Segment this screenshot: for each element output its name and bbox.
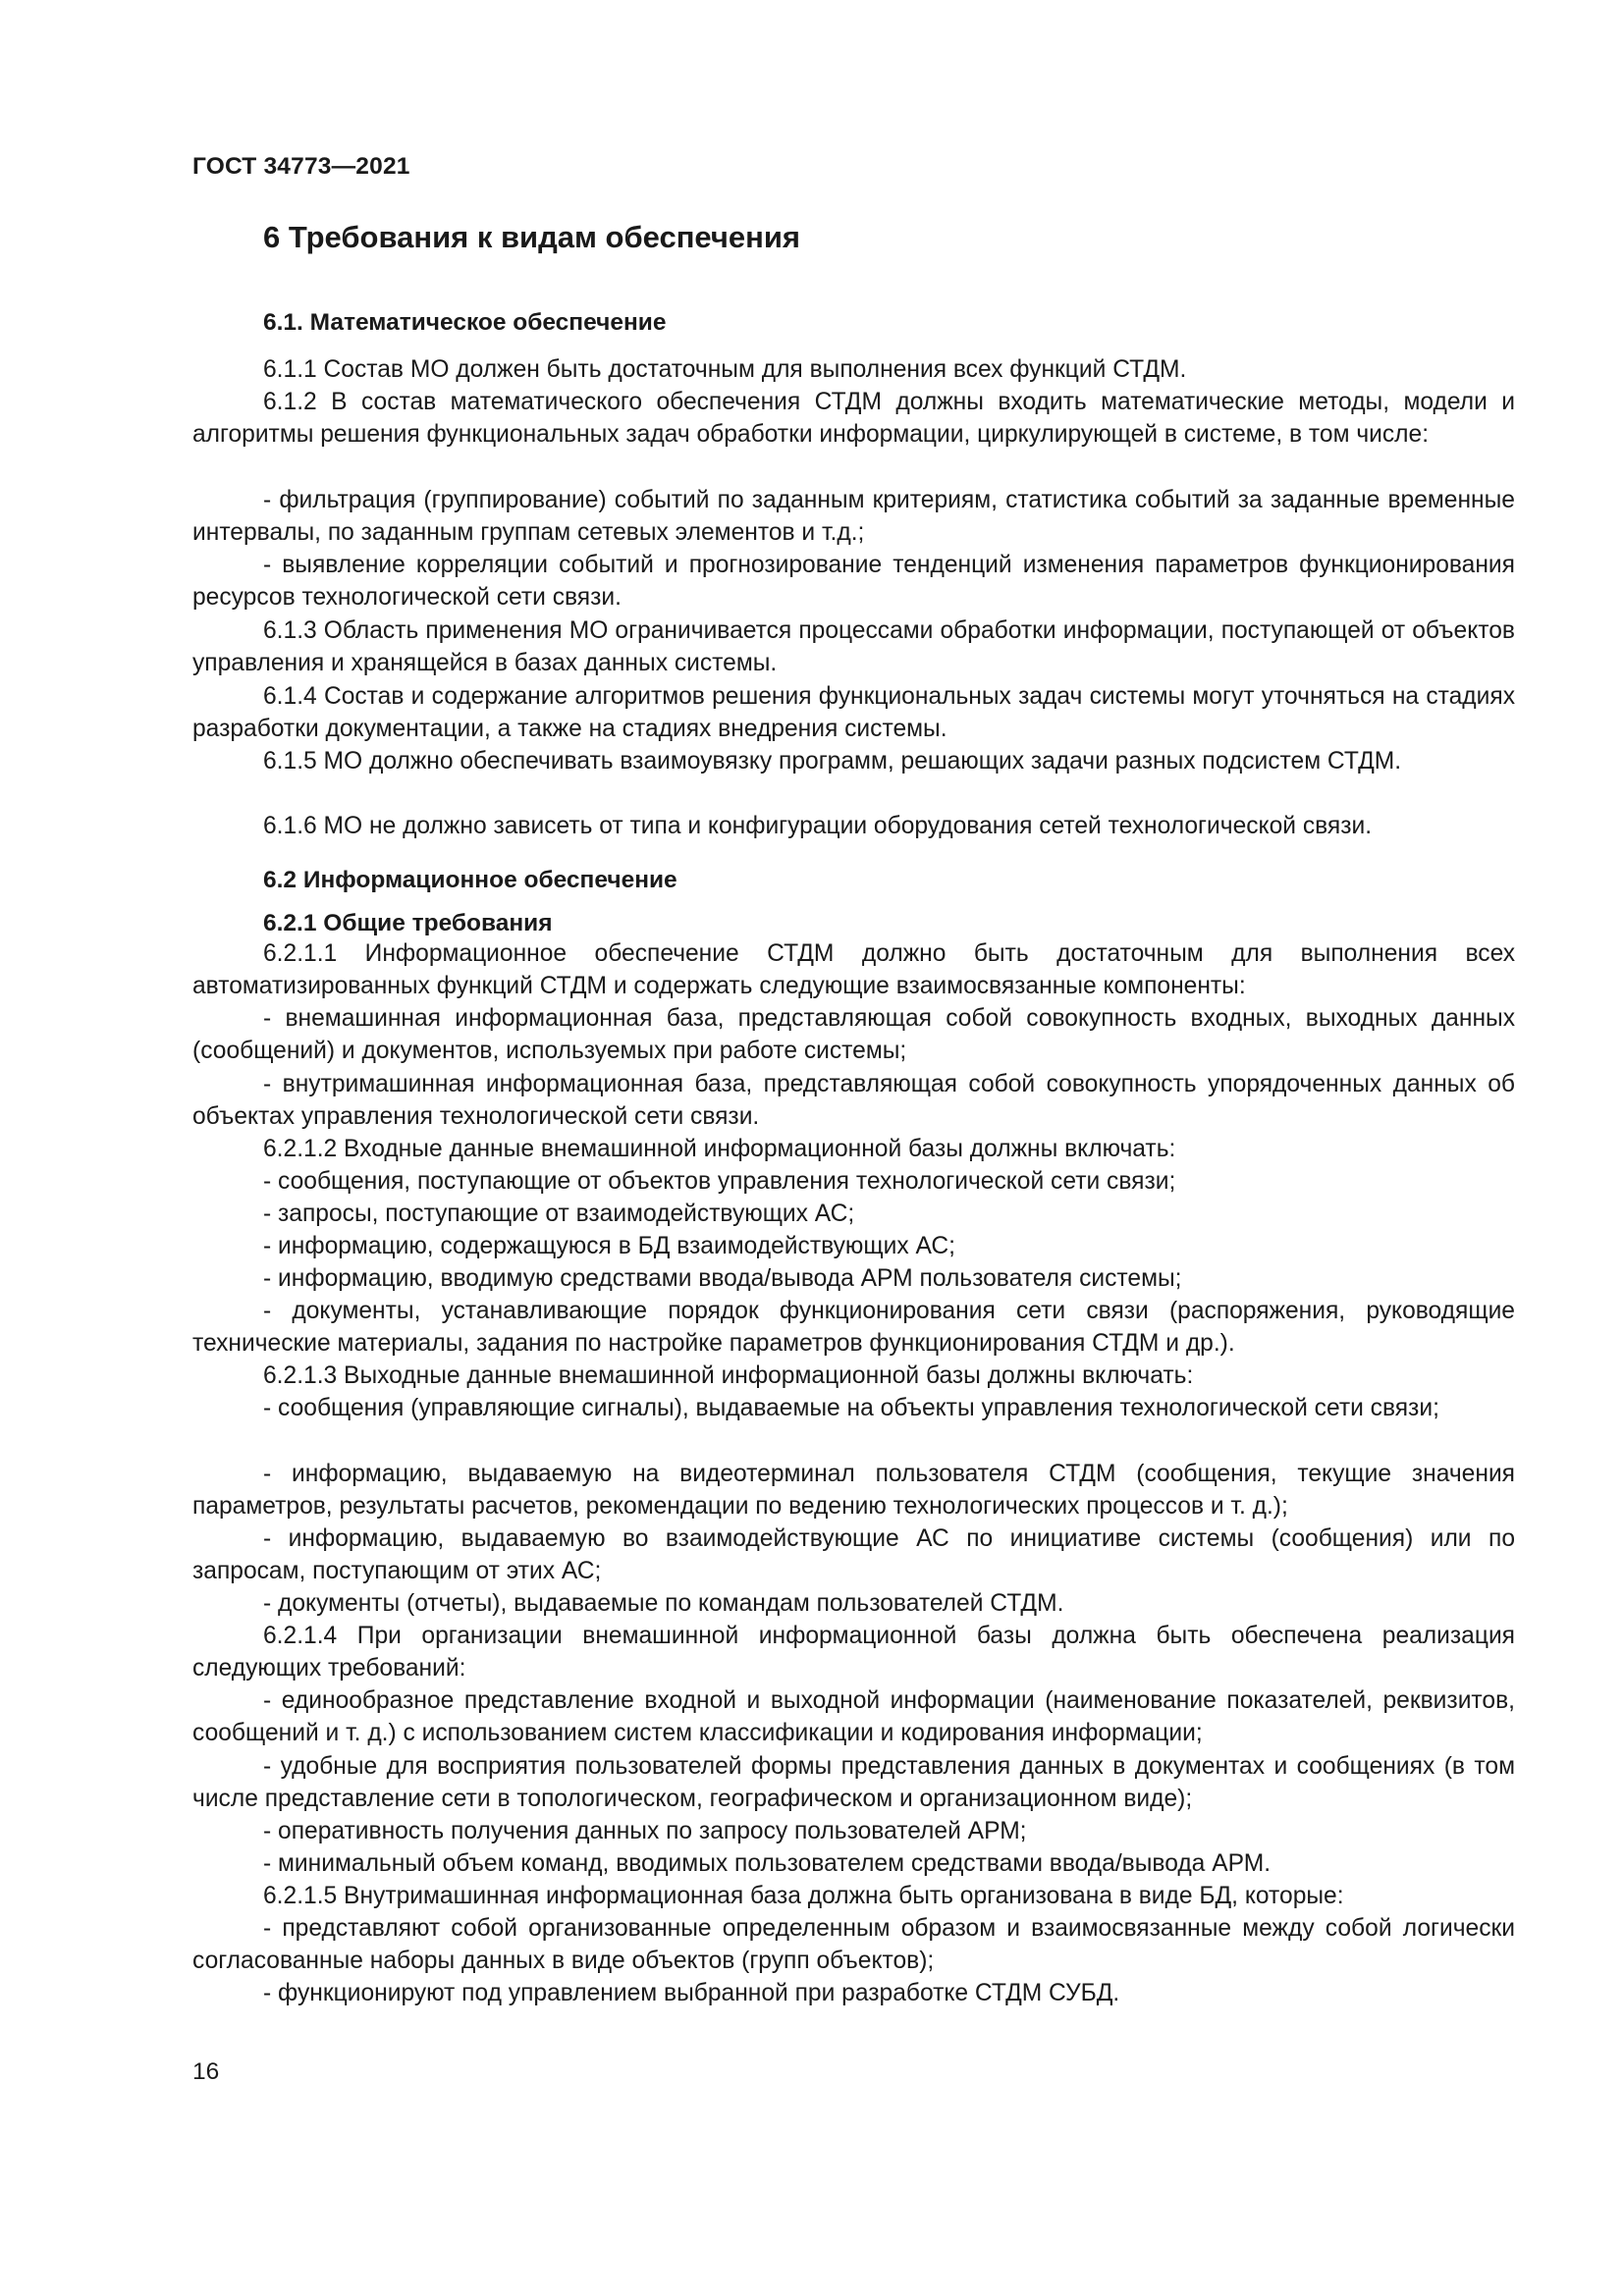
paragraph: 6.1.1 Состав МО должен быть достаточным для выполнения всех функций СТДМ.	[263, 356, 1187, 383]
list-item: - внутримашинная информационная база, представляющая собой совокупность упорядоченных данных об объектах управления технологической сети связи.	[192, 1071, 1515, 1131]
paragraph: 6.2.1.4 При организации внемашинной информационной базы должна быть обеспечена реализация следующих требований:	[192, 1623, 1515, 1682]
list-item: - сообщения, поступающие от объектов управления технологической сети связи;	[263, 1168, 1176, 1195]
list-item: - оперативность получения данных по запросу пользователей АРМ;	[263, 1818, 1027, 1844]
list-item: - документы, устанавливающие порядок функционирования сети связи (распоряжения, руководящие технические материалы, задания по настройке параметров функционирования СТДМ и др.).	[192, 1298, 1515, 1358]
paragraph: 6.1.5 МО должно обеспечивать взаимоувязку программ, решающих задачи разных подсистем СТДМ.	[263, 748, 1402, 774]
paragraph: 6.2.1.1 Информационное обеспечение СТДМ должно быть достаточным для выполнения всех автоматизированных функций СТДМ и содержать следующие взаимосвязанные компоненты:	[192, 940, 1515, 1000]
list-item: - минимальный объем команд, вводимых пользователем средствами ввода/вывода АРМ.	[263, 1850, 1272, 1877]
list-item: - информацию, содержащуюся в БД взаимодействующих АС;	[263, 1233, 955, 1259]
section-title: 6 Требования к видам обеспечения	[263, 220, 800, 254]
paragraph: 6.1.4 Состав и содержание алгоритмов решения функциональных задач системы могут уточняться на стадиях разработки документации, а также на стадиях внедрения системы.	[192, 683, 1515, 743]
list-item: - функционируют под управлением выбранной при разработке СТДМ СУБД.	[263, 1980, 1120, 2006]
page-number: 16	[192, 2058, 220, 2085]
list-item: - выявление корреляции событий и прогнозирование тенденций изменения параметров функционирования ресурсов технологической сети связи.	[192, 552, 1515, 612]
paragraph: 6.1.2 В состав математического обеспечения СТДМ должны входить математические методы, модели и алгоритмы решения функциональных задач обработки информации, циркулирующей в системе, в том числе:	[192, 389, 1515, 449]
list-item: - информацию, выдаваемую во взаимодействующие АС по инициативе системы (сообщения) или по запросам, поступающим от этих АС;	[192, 1525, 1515, 1585]
list-item: - удобные для восприятия пользователей формы представления данных в документах и сообщениях (в том числе представление сети в топологическом, географическом и организационном виде);	[192, 1753, 1515, 1813]
paragraph: 6.2.1.5 Внутримашинная информационная база должна быть организована в виде БД, которые:	[263, 1883, 1344, 1909]
subsection-title-6-2: 6.2 Информационное обеспечение	[263, 867, 677, 893]
list-item: - внемашинная информационная база, представляющая собой совокупность входных, выходных данных (сообщений) и документов, используемых при работе системы;	[192, 1005, 1515, 1065]
list-item: - информацию, выдаваемую на видеотерминал пользователя СТДМ (сообщения, текущие значения параметров, результаты расчетов, рекомендации по ведению технологических процессов и т. д.);	[192, 1461, 1515, 1521]
standard-header: ГОСТ 34773—2021	[192, 153, 410, 180]
paragraph: 6.2.1.2 Входные данные внемашинной информационной базы должны включать:	[263, 1136, 1176, 1162]
subsection-title-6-1: 6.1. Математическое обеспечение	[263, 309, 667, 336]
list-item: - единообразное представление входной и выходной информации (наименование показателей, реквизитов, сообщений и т. д.) с использованием систем классификации и кодирования информации;	[192, 1687, 1515, 1747]
list-item: - документы (отчеты), выдаваемые по командам пользователей СТДМ.	[263, 1590, 1064, 1617]
list-item: - запросы, поступающие от взаимодействующих АС;	[263, 1201, 855, 1227]
paragraph: 6.1.3 Область применения МО ограничивается процессами обработки информации, поступающей от объектов управления и хранящейся в базах данных системы.	[192, 617, 1515, 677]
paragraph: 6.1.6 МО не должно зависеть от типа и конфигурации оборудования сетей технологической связи.	[263, 813, 1373, 839]
list-item: - сообщения (управляющие сигналы), выдаваемые на объекты управления технологической сети связи;	[263, 1395, 1439, 1421]
list-item: - представляют собой организованные определенным образом и взаимосвязанные между собой логически согласованные наборы данных в виде объектов (групп объектов);	[192, 1915, 1515, 1975]
subsection-title-6-2-1: 6.2.1 Общие требования	[263, 910, 553, 936]
list-item: - информацию, вводимую средствами ввода/вывода АРМ пользователя системы;	[263, 1265, 1182, 1292]
list-item: - фильтрация (группирование) событий по заданным критериям, статистика событий за заданные временные интервалы, по заданным группам сетевых элементов и т.д.;	[192, 487, 1515, 547]
paragraph: 6.2.1.3 Выходные данные внемашинной информационной базы должны включать:	[263, 1362, 1194, 1389]
